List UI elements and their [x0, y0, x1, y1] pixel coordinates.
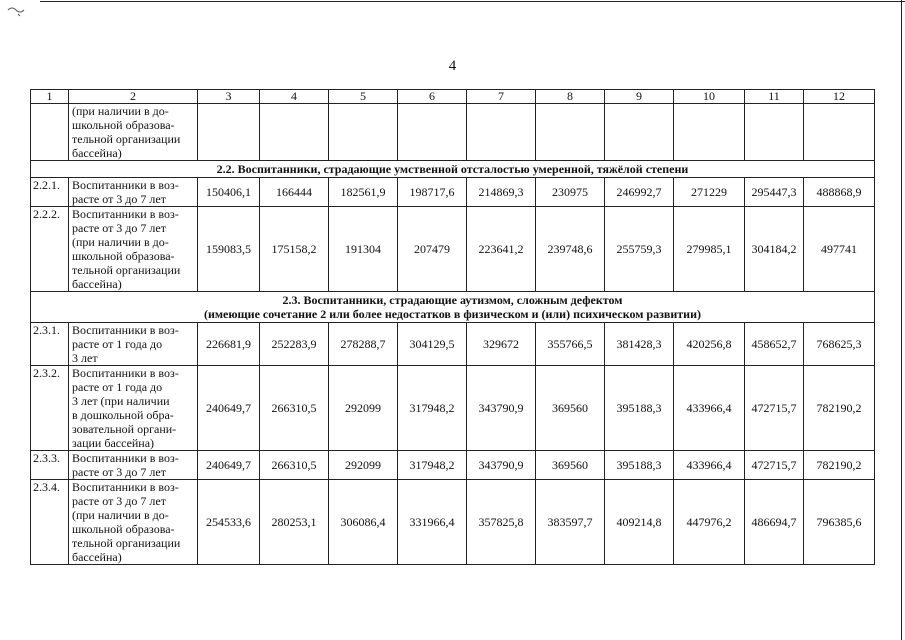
description-line: Воспитанники в воз- — [72, 480, 179, 494]
row-description — [69, 104, 198, 161]
table-row — [31, 207, 875, 292]
row-number — [31, 104, 69, 161]
header-cell: 2 — [69, 90, 198, 104]
description-line: школьной образова- — [72, 118, 175, 132]
table-row — [31, 451, 875, 480]
value-cell: 246992,7 — [605, 178, 674, 207]
header-cell: 7 — [467, 90, 536, 104]
value-cell: 782190,2 — [804, 366, 875, 451]
value-cell: 159083,5 — [198, 207, 260, 292]
row-description — [69, 323, 198, 366]
value-cell: 295447,3 — [745, 178, 804, 207]
value-cell: 254533,6 — [198, 480, 260, 565]
page-number: 4 — [448, 58, 457, 74]
value-cell: 369560 — [536, 451, 605, 480]
value-cell: 369560 — [536, 366, 605, 451]
value-cell: 279985,1 — [674, 207, 745, 292]
description-line: Воспитанники в воз- — [72, 366, 179, 380]
section-title-line: 2.3. Воспитанники, страдающие аутизмом, сложным дефектом — [282, 293, 623, 307]
value-cell: 280253,1 — [260, 480, 329, 565]
table-body — [31, 90, 875, 565]
row-description — [69, 178, 198, 207]
value-cell — [398, 104, 467, 161]
value-cell: 266310,5 — [260, 366, 329, 451]
value-cell: 331966,4 — [398, 480, 467, 565]
value-cell: 433966,4 — [674, 366, 745, 451]
value-cell: 317948,2 — [398, 366, 467, 451]
value-cell: 240649,7 — [198, 451, 260, 480]
value-cell: 317948,2 — [398, 451, 467, 480]
description-line: бассейна) — [72, 277, 122, 291]
description-line: тельной организации — [72, 263, 181, 277]
value-cell: 343790,9 — [467, 366, 536, 451]
value-cell: 306086,4 — [329, 480, 398, 565]
value-cell: 395188,3 — [605, 366, 674, 451]
row-number: 2.3.3. — [31, 451, 69, 480]
value-cell: 796385,6 — [804, 480, 875, 565]
section-title — [31, 292, 875, 323]
value-cell: 226681,9 — [198, 323, 260, 366]
table-row — [31, 104, 875, 161]
description-line: 3 лет — [72, 351, 98, 365]
header-cell: 6 — [398, 90, 467, 104]
header-cell: 3 — [198, 90, 260, 104]
value-cell — [745, 104, 804, 161]
value-cell: 420256,8 — [674, 323, 745, 366]
header-cell: 10 — [674, 90, 745, 104]
table-row — [31, 480, 875, 565]
value-cell — [198, 104, 260, 161]
value-cell: 278288,7 — [329, 323, 398, 366]
description-line: Воспитанники в воз- — [72, 207, 179, 221]
value-cell: 381428,3 — [605, 323, 674, 366]
value-cell — [605, 104, 674, 161]
header-cell: 9 — [605, 90, 674, 104]
value-cell: 191304 — [329, 207, 398, 292]
row-description — [69, 366, 198, 451]
description-line: школьной образова- — [72, 522, 175, 536]
value-cell: 304129,5 — [398, 323, 467, 366]
value-cell: 447976,2 — [674, 480, 745, 565]
header-cell: 12 — [804, 90, 875, 104]
value-cell: 292099 — [329, 366, 398, 451]
description-line: тельной организации — [72, 536, 181, 550]
tariff-table — [30, 89, 875, 565]
row-number: 2.3.4. — [31, 480, 69, 565]
description-line: расте от 3 до 7 лет — [72, 465, 166, 479]
header-cell: 8 — [536, 90, 605, 104]
description-line: зовательной органи- — [72, 422, 177, 436]
value-cell: 409214,8 — [605, 480, 674, 565]
description-line: 3 лет (при наличии — [72, 394, 170, 408]
description-line: школьной образова- — [72, 249, 175, 263]
description-line: Воспитанники в воз- — [72, 451, 179, 465]
value-cell: 357825,8 — [467, 480, 536, 565]
description-line: расте от 1 года до — [72, 380, 163, 394]
row-number: 2.3.1. — [31, 323, 69, 366]
value-cell — [536, 104, 605, 161]
row-description — [69, 480, 198, 565]
scan-right-edge — [901, 0, 902, 640]
value-cell: 166444 — [260, 178, 329, 207]
description-line: расте от 3 до 7 лет — [72, 221, 166, 235]
value-cell — [260, 104, 329, 161]
table-row — [31, 366, 875, 451]
value-cell: 255759,3 — [605, 207, 674, 292]
description-line: бассейна) — [72, 146, 122, 160]
value-cell: 150406,1 — [198, 178, 260, 207]
table-row — [31, 178, 875, 207]
value-cell — [674, 104, 745, 161]
value-cell: 182561,9 — [329, 178, 398, 207]
row-number: 2.2.1. — [31, 178, 69, 207]
row-description — [69, 451, 198, 480]
description-line: (при наличии в до- — [72, 235, 169, 249]
value-cell: 175158,2 — [260, 207, 329, 292]
description-line: в дошкольной обра- — [72, 408, 174, 422]
description-line: зации бассейна) — [72, 436, 155, 450]
value-cell — [329, 104, 398, 161]
value-cell: 472715,7 — [745, 366, 804, 451]
value-cell: 433966,4 — [674, 451, 745, 480]
description-line: (при наличии в до- — [72, 508, 169, 522]
description-line: (при наличии в до- — [72, 104, 169, 118]
header-cell: 5 — [329, 90, 398, 104]
section-title-line: 2.2. Воспитанники, страдающие умственной отсталостью умеренной, тяжёлой степени — [216, 162, 689, 176]
value-cell: 292099 — [329, 451, 398, 480]
description-line: Воспитанники в воз- — [72, 178, 179, 192]
value-cell: 239748,6 — [536, 207, 605, 292]
value-cell: 207479 — [398, 207, 467, 292]
value-cell: 252283,9 — [260, 323, 329, 366]
value-cell — [467, 104, 536, 161]
section-title-line: (имеющие сочетание 2 или более недостатков в физическом и (или) психическом развитии) — [203, 307, 702, 321]
value-cell: 304184,2 — [745, 207, 804, 292]
value-cell: 329672 — [467, 323, 536, 366]
value-cell: 458652,7 — [745, 323, 804, 366]
row-number: 2.3.2. — [31, 366, 69, 451]
scan-top-edge — [40, 1, 905, 2]
header-cell: 1 — [31, 90, 69, 104]
description-line: Воспитанники в воз- — [72, 323, 179, 337]
description-line: расте от 3 до 7 лет — [72, 494, 166, 508]
description-line: расте от 3 до 7 лет — [72, 192, 166, 206]
value-cell — [804, 104, 875, 161]
description-line: тельной организации — [72, 132, 181, 146]
value-cell: 198717,6 — [398, 178, 467, 207]
value-cell: 768625,3 — [804, 323, 875, 366]
row-number: 2.2.2. — [31, 207, 69, 292]
section-row — [31, 161, 875, 178]
value-cell: 355766,5 — [536, 323, 605, 366]
header-cell: 11 — [745, 90, 804, 104]
value-cell: 782190,2 — [804, 451, 875, 480]
value-cell: 343790,9 — [467, 451, 536, 480]
table-row — [31, 323, 875, 366]
description-line: расте от 1 года до — [72, 337, 163, 351]
table-header-row — [31, 90, 875, 104]
scan-mark-icon — [6, 4, 46, 18]
value-cell: 497741 — [804, 207, 875, 292]
value-cell: 240649,7 — [198, 366, 260, 451]
section-row — [31, 292, 875, 323]
value-cell: 488868,9 — [804, 178, 875, 207]
header-cell: 4 — [260, 90, 329, 104]
value-cell: 230975 — [536, 178, 605, 207]
value-cell: 266310,5 — [260, 451, 329, 480]
section-title — [31, 161, 875, 178]
value-cell: 271229 — [674, 178, 745, 207]
value-cell: 395188,3 — [605, 451, 674, 480]
description-line: бассейна) — [72, 550, 122, 564]
value-cell: 223641,2 — [467, 207, 536, 292]
value-cell: 486694,7 — [745, 480, 804, 565]
row-description — [69, 207, 198, 292]
value-cell: 383597,7 — [536, 480, 605, 565]
value-cell: 214869,3 — [467, 178, 536, 207]
value-cell: 472715,7 — [745, 451, 804, 480]
